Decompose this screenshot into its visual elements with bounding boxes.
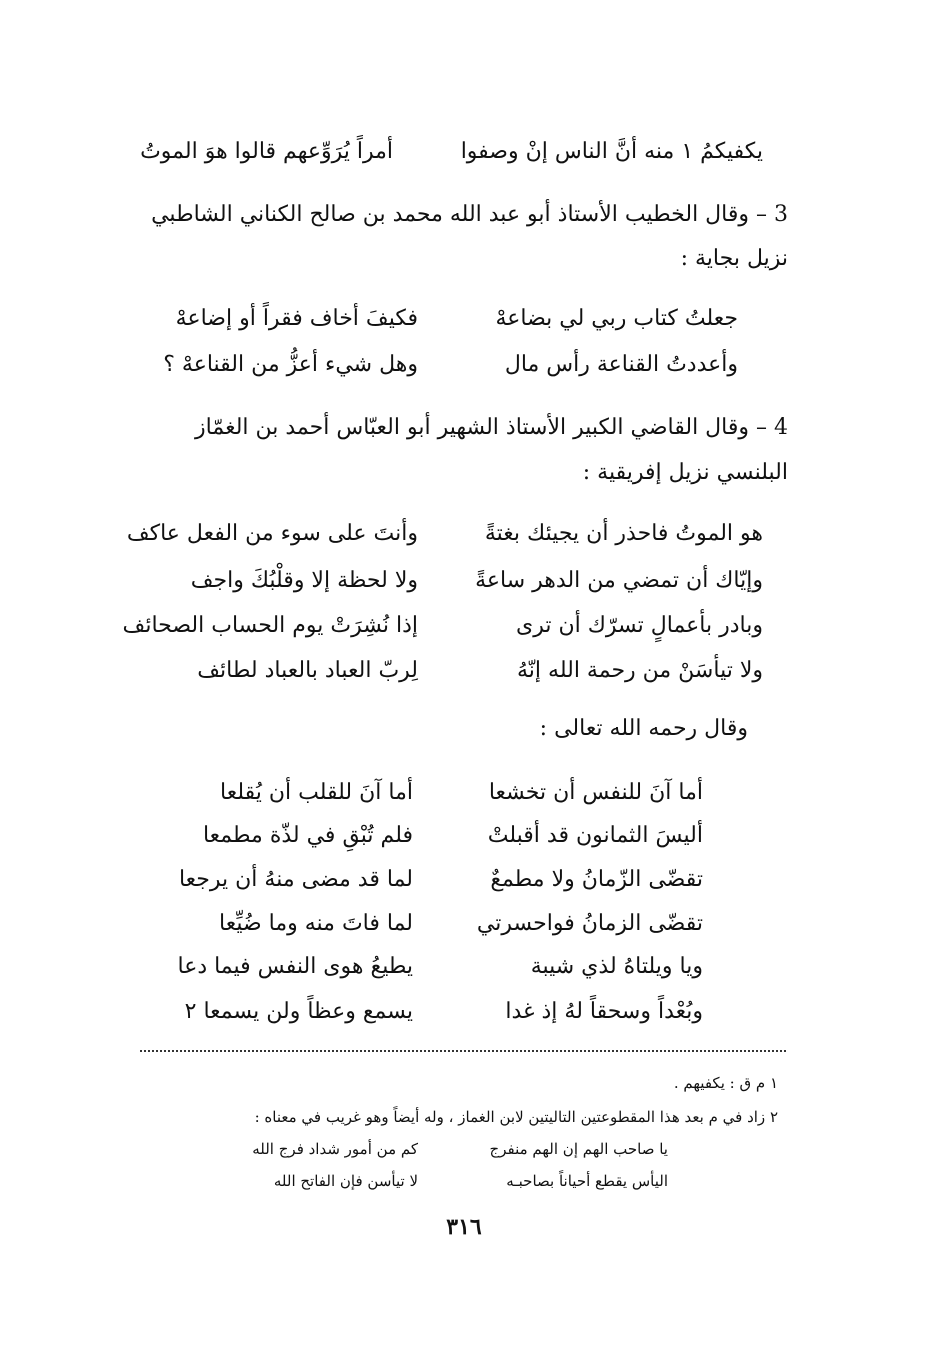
item4-line1: 4 – وقال القاضي الكبير الأستاذ الشهير أبو العبّاس أحمد بن الغمّاز [195, 415, 788, 440]
poem5-intro: وقال رحمه الله تعالى : [539, 716, 748, 741]
poem3-verse-1 [148, 302, 738, 336]
verse-first-hemistich: هو الموتُ فاحذر أن يجيئك بغتةً [484, 521, 763, 546]
verse-first-hemistich: وبادر بأعمالٍ تسرّك أن ترى [516, 613, 763, 638]
verse-second-hemistich: فكيفَ أخاف فقراً أو إضاعهْ [175, 306, 418, 331]
poem4-verse-3 [113, 609, 763, 643]
verse-first-hemistich: يكفيكمُ ١ منه أنَّ الناس إنْ وصفوا [460, 139, 763, 164]
verse-second-hemistich: يطيعُ هوى النفس فيما دعا [177, 954, 413, 979]
item3-line1: 3 – وقال الخطيب الأستاذ أبو عبد الله محمد بن صالح الكناني الشاطبي [151, 202, 788, 227]
verse-second-hemistich: لِربّ العباد بالعباد لطائف [197, 658, 418, 683]
poem4-verse-4 [113, 654, 763, 688]
verse-second-hemistich: يسمع وعظاً ولن يسمعا ٢ [184, 999, 413, 1024]
verse-first-hemistich: أليسَ الثمانون قد أقبلتْ [487, 823, 703, 848]
page-number: ٣١٦ [446, 1214, 482, 1240]
poem3-verse-2 [148, 348, 738, 382]
verse-second-hemistich: لا تيأسن فإن الفاتح الله [273, 1172, 418, 1190]
footnote-verse-2 [198, 1170, 668, 1192]
poem5-verse-5 [143, 950, 703, 984]
footnote-1: ١ م ق : يكفيهم . [673, 1074, 778, 1092]
verse-first-hemistich: جعلتُ كتاب ربي لي بضاعهْ [495, 306, 738, 331]
poem5-verse-6 [143, 995, 703, 1029]
verse-second-hemistich: ولا لحظة إلا وقلْبُكَ واجف [190, 568, 418, 593]
item4-line2: البلنسي نزيل إفريقية : [582, 460, 788, 485]
verse-first-hemistich: يا صاحب الهم إن الهم منفرج [489, 1140, 668, 1158]
verse-first-hemistich: تقضّى الزمانُ فواحسرتي [476, 911, 703, 936]
verse-first-hemistich: وأعددتُ القناعة رأس مال [504, 352, 738, 377]
verse-first-hemistich: ويا ويلتاهُ لذي شيبة [530, 954, 703, 979]
verse-second-hemistich: لما قد مضى منهُ أن يرجعا [178, 867, 413, 892]
footnote-verse-1 [198, 1138, 668, 1160]
item3-line2: نزيل بجاية : [680, 246, 788, 271]
verse-second-hemistich: لما فاتَ منه وما ضُيِّعا [219, 911, 413, 936]
poem4-verse-1 [113, 517, 763, 551]
verse-second-hemistich: أما آنَ للقلب أن يُقلعا [220, 780, 413, 805]
footnote-2: ٢ زاد في م بعد هذا المقطوعتين التاليتين لابن الغماز ، وله أيضاً وهو غريب في معناه : [254, 1108, 778, 1126]
poem5-verse-4 [143, 907, 703, 941]
verse-second-hemistich: وهل شيء أعزُّ من القناعهْ ؟ [163, 352, 418, 377]
verse-first-hemistich: اليأس يقطع أحياناً بصاحبـه [506, 1172, 668, 1190]
verse-second-hemistich: وأنتَ على سوء من الفعل عاكف [126, 521, 418, 546]
verse-first-hemistich: ولا تيأسَنْ من رحمة الله إنّهُ [517, 658, 763, 683]
verse-second-hemistich: كم من أمور شداد فرج الله [252, 1140, 418, 1158]
verse-second-hemistich: أمراً يُرَوِّعهم قالوا هوَ الموتُ [140, 139, 393, 164]
verse-second-hemistich: فلم تُبْقِ في لذّة مطمعا [202, 823, 413, 848]
verse-first-hemistich: وإيّاك أن تمضي من الدهر ساعةً [475, 568, 763, 593]
poem5-verse-3 [143, 863, 703, 897]
footnote-separator [140, 1050, 786, 1052]
poem4-verse-2 [113, 564, 763, 598]
poem5-verse-2 [143, 819, 703, 853]
verse-second-hemistich: إذا نُشِرَتْ يوم الحساب الصحائف [122, 613, 418, 638]
verse-first-hemistich: تقضّى الزّمانُ ولا مطمعٌ [490, 867, 703, 892]
opening-verse [108, 135, 763, 169]
poem5-verse-1 [143, 776, 703, 810]
verse-first-hemistich: وبُعْداً وسحقاً لهُ إذ غدا [505, 999, 703, 1024]
verse-first-hemistich: أما آنَ للنفس أن تخشعا [488, 780, 703, 805]
